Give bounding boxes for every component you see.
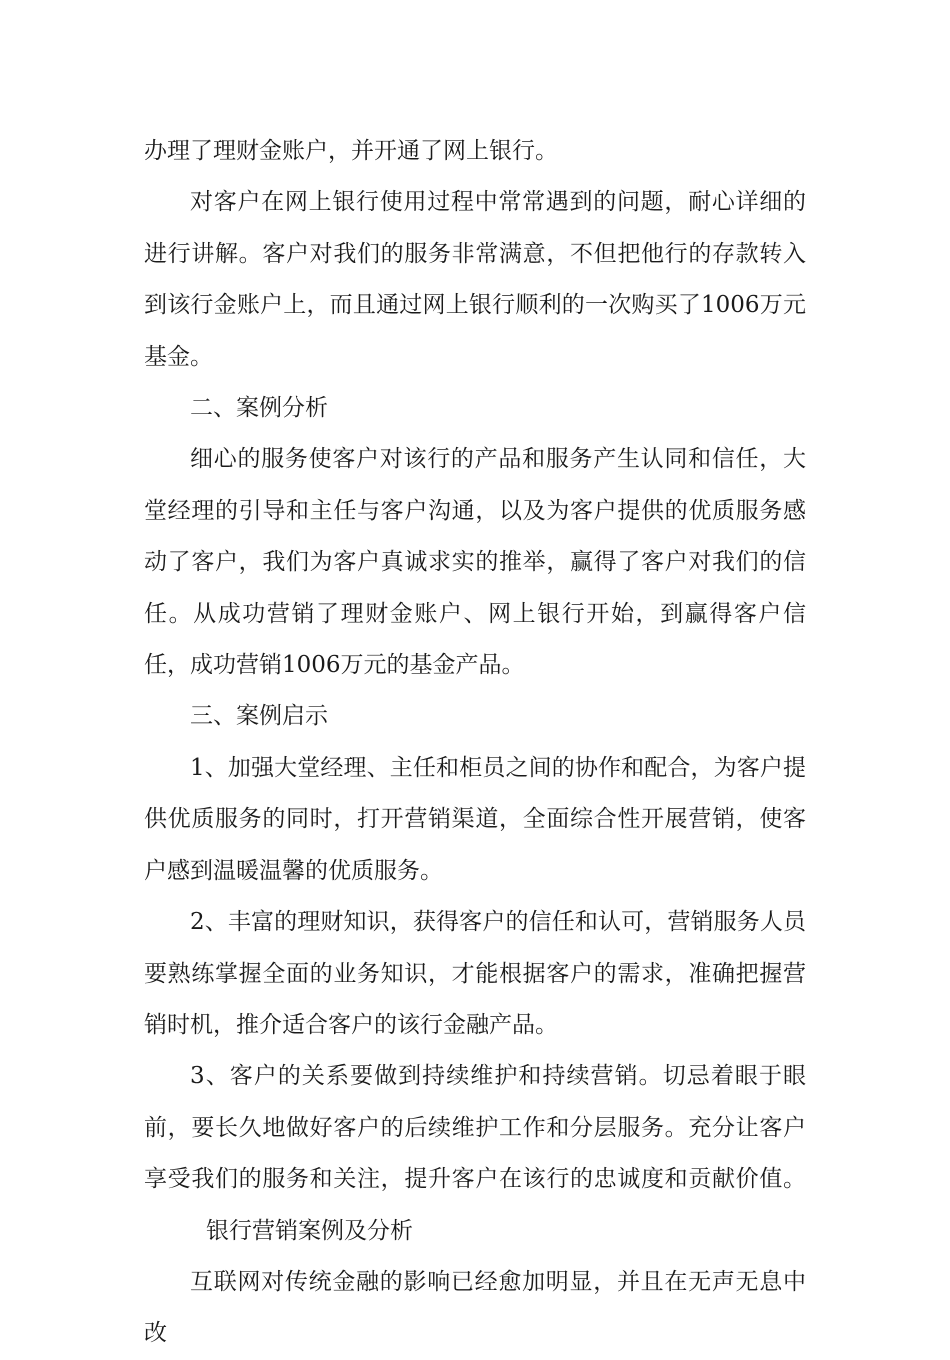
paragraph-insight-1: 1、加强大堂经理、主任和柜员之间的协作和配合，为客户提供优质服务的同时，打开营销渠道，全面综合性开展营销，使客户感到温暖温馨的优质服务。 — [144, 754, 806, 884]
section-heading-case-insights: 三、案例启示 — [190, 703, 328, 730]
section-heading-case-analysis: 二、案例分析 — [190, 395, 328, 422]
paragraph-insight-3 — [144, 1051, 806, 1257]
paragraph-continuation: 办理了理财金账户，并开通了网上银行。 — [144, 138, 558, 164]
paragraph-case-analysis: 细心的服务使客户对该行的产品和服务产生认同和信任，大堂经理的引导和主任与客户沟通，以及为客户提供的优质服务感动了客户，我们为客户真诚求实的推举，赢得了客户对我们的信任。从成功营销了理财金账户、网上银行开始，到赢得客户信任，成功营销1006万元的基金产品。 — [144, 446, 806, 679]
inline-heading-bank-marketing: 银行营销案例及分析 — [206, 1217, 413, 1244]
document-body — [144, 126, 806, 1360]
paragraph-insight-2: 2、丰富的理财知识，获得客户的信任和认可，营销服务人员要熟练掌握全面的业务知识，才能根据客户的需求，准确把握营销时机，推介适合客户的该行金融产品。 — [144, 909, 806, 1038]
paragraph-internet-finance: 互联网对传统金融的影响已经愈加明显，并且在无声无息中改 — [144, 1268, 806, 1347]
paragraph-insight-3-text: 3、客户的关系要做到持续维护和持续营销。切忌着眼于眼前，要长久地做好客户的后续维护工作和分层服务。充分让客户享受我们的服务和关注，提升客户在该行的忠诚度和贡献价值。 — [144, 1063, 806, 1193]
paragraph-online-banking: 对客户在网上银行使用过程中常常遇到的问题，耐心详细的进行讲解。客户对我们的服务非常满意，不但把他行的存款转入到该行金账户上，而且通过网上银行顺利的一次购买了1006万元基金。 — [144, 189, 806, 370]
